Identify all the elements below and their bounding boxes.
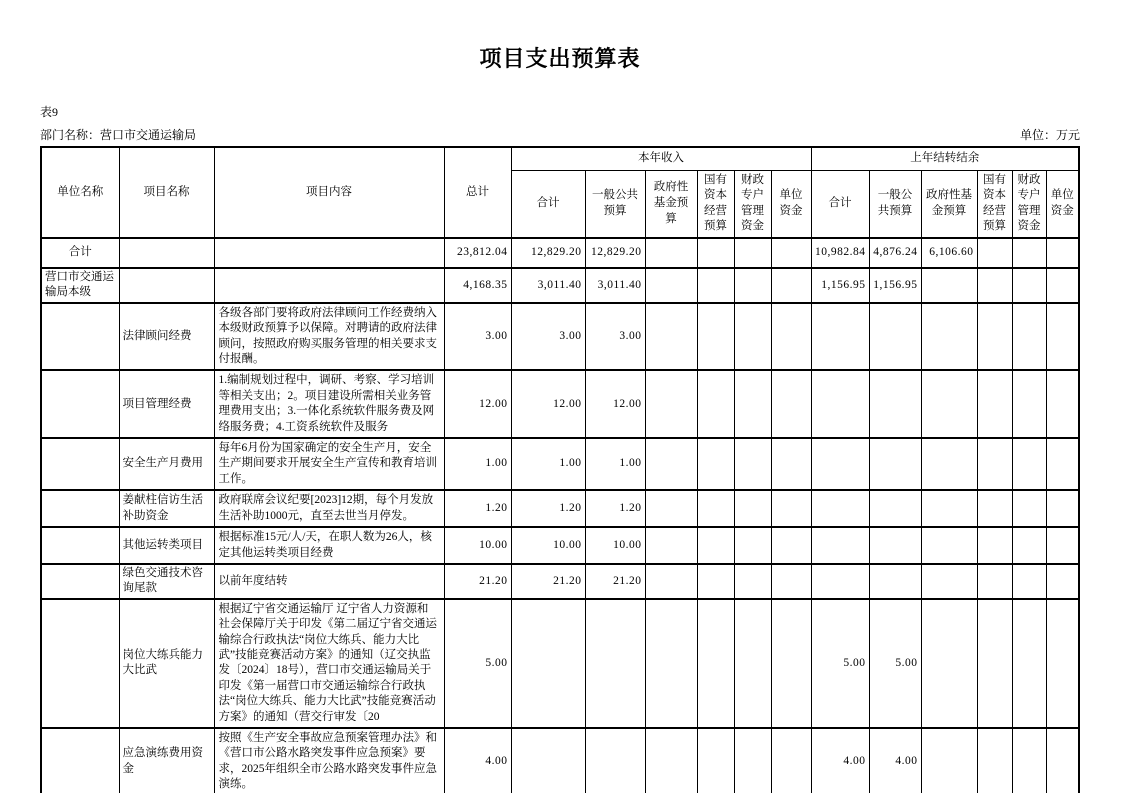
table-row <box>41 527 1079 564</box>
project-content-cell: 1.编制规划过程中，调研、考察、学习培训等相关支出；2。项目建设所需相关业务管理费用支出；3.一体化系统软件服务费及网络服务费；4.工资系统软件及服务 <box>214 370 444 438</box>
project-name-cell: 其他运转类项目 <box>119 527 214 564</box>
unit-name-cell <box>41 599 119 728</box>
current-year-cell-5 <box>771 564 811 599</box>
carryover-cell-1 <box>869 490 921 527</box>
table-row <box>41 438 1079 490</box>
carryover-cell-4 <box>1012 370 1046 438</box>
current-year-cell-1: 12,829.20 <box>585 238 645 268</box>
grand-total-cell: 5.00 <box>444 599 511 728</box>
carryover-cell-5 <box>1046 599 1079 728</box>
current-year-cell-2 <box>645 490 697 527</box>
carryover-cell-5 <box>1046 370 1079 438</box>
grand-total-cell: 4.00 <box>444 728 511 793</box>
page-title: 项目支出预算表 <box>479 46 641 71</box>
carryover-cell-3 <box>977 490 1012 527</box>
current-year-cell-5 <box>771 268 811 303</box>
project-name-cell <box>119 268 214 303</box>
carryover-cell-2: 6,106.60 <box>921 238 977 268</box>
current-year-cell-1: 10.00 <box>585 527 645 564</box>
subheader-current-year-1: 一般公共预算 <box>585 170 645 238</box>
carryover-cell-1 <box>869 527 921 564</box>
subheader-current-year-3: 国有资本经营预算 <box>697 170 734 238</box>
subheader-current-year-4: 财政专户管理资金 <box>734 170 771 238</box>
grand-total-cell: 21.20 <box>444 564 511 599</box>
project-name-cell: 项目管理经费 <box>119 370 214 438</box>
carryover-cell-1: 4,876.24 <box>869 238 921 268</box>
current-year-cell-0: 12.00 <box>511 370 585 438</box>
project-name-cell: 绿色交通技术咨询尾款 <box>119 564 214 599</box>
current-year-cell-4 <box>734 370 771 438</box>
carryover-cell-4 <box>1012 728 1046 793</box>
project-content-cell: 根据辽宁省交通运输厅 辽宁省人力资源和社会保障厅关于印发《第二届辽宁省交通运输综合行政执法“岗位大练兵、能力大比武”技能竞赛活动方案》的通知（辽交执监发〔2024〕18号），营口市交通运输局关于印发《第一届营口市交通运输综合行政执法“岗位大练兵、能力大比武”技能竞赛活动方案》的通知（营交行审发〔20 <box>214 599 444 728</box>
unit-name-cell <box>41 303 119 371</box>
carryover-cell-0 <box>811 370 869 438</box>
subheader-carryover-0: 合计 <box>811 170 869 238</box>
current-year-cell-3 <box>697 490 734 527</box>
subheader-current-year-5: 单位资金 <box>771 170 811 238</box>
current-year-cell-0: 3.00 <box>511 303 585 371</box>
carryover-cell-4 <box>1012 238 1046 268</box>
header-project-content: 项目内容 <box>214 147 444 238</box>
current-year-cell-5 <box>771 438 811 490</box>
current-year-cell-1: 1.00 <box>585 438 645 490</box>
table-body <box>41 238 1079 793</box>
carryover-cell-2 <box>921 728 977 793</box>
project-name-cell: 法律顾问经费 <box>119 303 214 371</box>
grand-total-cell: 23,812.04 <box>444 238 511 268</box>
current-year-cell-4 <box>734 303 771 371</box>
project-name-cell: 安全生产月费用 <box>119 438 214 490</box>
carryover-cell-1 <box>869 370 921 438</box>
current-year-cell-2 <box>645 728 697 793</box>
current-year-cell-1: 21.20 <box>585 564 645 599</box>
carryover-cell-4 <box>1012 527 1046 564</box>
current-year-cell-1: 1.20 <box>585 490 645 527</box>
carryover-cell-2 <box>921 370 977 438</box>
current-year-cell-5 <box>771 527 811 564</box>
current-year-cell-5 <box>771 303 811 371</box>
carryover-cell-1: 4.00 <box>869 728 921 793</box>
current-year-cell-4 <box>734 728 771 793</box>
carryover-cell-2 <box>921 490 977 527</box>
current-year-cell-3 <box>697 268 734 303</box>
current-year-cell-0: 3,011.40 <box>511 268 585 303</box>
current-year-cell-5 <box>771 370 811 438</box>
unit-name-cell: 合计 <box>41 238 119 268</box>
unit-name-cell: 营口市交通运输局本级 <box>41 268 119 303</box>
current-year-cell-5 <box>771 238 811 268</box>
current-year-cell-1: 3.00 <box>585 303 645 371</box>
subheader-carryover-2: 政府性基金预算 <box>921 170 977 238</box>
current-year-cell-1: 3,011.40 <box>585 268 645 303</box>
carryover-cell-2 <box>921 527 977 564</box>
subheader-carryover-4: 财政专户管理资金 <box>1012 170 1046 238</box>
carryover-cell-1 <box>869 438 921 490</box>
current-year-cell-3 <box>697 728 734 793</box>
current-year-cell-0: 12,829.20 <box>511 238 585 268</box>
header-grand-total: 总计 <box>444 147 511 238</box>
table-number: 表9 <box>40 105 59 119</box>
current-year-cell-2 <box>645 527 697 564</box>
carryover-cell-0 <box>811 490 869 527</box>
carryover-cell-2 <box>921 268 977 303</box>
current-year-cell-2 <box>645 564 697 599</box>
project-content-cell: 按照《生产安全事故应急预案管理办法》和《营口市公路水路突发事件应急预案》要求，2025年组织全市公路水路突发事件应急演练。 <box>214 728 444 793</box>
current-year-cell-0: 1.20 <box>511 490 585 527</box>
subheader-carryover-5: 单位资金 <box>1046 170 1079 238</box>
current-year-cell-2 <box>645 370 697 438</box>
current-year-cell-5 <box>771 599 811 728</box>
unit-name-cell <box>41 490 119 527</box>
carryover-cell-3 <box>977 728 1012 793</box>
grand-total-cell: 4,168.35 <box>444 268 511 303</box>
current-year-cell-0: 10.00 <box>511 527 585 564</box>
carryover-cell-5 <box>1046 438 1079 490</box>
carryover-cell-4 <box>1012 564 1046 599</box>
carryover-cell-4 <box>1012 490 1046 527</box>
current-year-cell-5 <box>771 728 811 793</box>
carryover-cell-3 <box>977 370 1012 438</box>
current-year-cell-1 <box>585 728 645 793</box>
current-year-cell-4 <box>734 599 771 728</box>
project-content-cell: 每年6月份为国家确定的安全生产月，安全生产期间要求开展安全生产宣传和教育培训工作。 <box>214 438 444 490</box>
unit-name-cell <box>41 438 119 490</box>
current-year-cell-1: 12.00 <box>585 370 645 438</box>
project-name-cell: 岗位大练兵能力大比武 <box>119 599 214 728</box>
carryover-cell-0: 1,156.95 <box>811 268 869 303</box>
grand-total-cell: 12.00 <box>444 370 511 438</box>
project-name-cell <box>119 238 214 268</box>
subheader-carryover-1: 一般公共预算 <box>869 170 921 238</box>
carryover-cell-3 <box>977 527 1012 564</box>
carryover-cell-5 <box>1046 268 1079 303</box>
table-row <box>41 490 1079 527</box>
carryover-cell-1 <box>869 303 921 371</box>
current-year-cell-4 <box>734 564 771 599</box>
current-year-cell-4 <box>734 438 771 490</box>
table-header <box>41 147 1079 238</box>
current-year-cell-3 <box>697 527 734 564</box>
current-year-cell-3 <box>697 370 734 438</box>
current-year-cell-2 <box>645 268 697 303</box>
table-row <box>41 599 1079 728</box>
carryover-cell-0 <box>811 438 869 490</box>
carryover-cell-2 <box>921 564 977 599</box>
carryover-cell-5 <box>1046 728 1079 793</box>
carryover-cell-5 <box>1046 490 1079 527</box>
current-year-cell-5 <box>771 490 811 527</box>
table-row <box>41 370 1079 438</box>
carryover-cell-3 <box>977 268 1012 303</box>
project-content-cell: 各级各部门要将政府法律顾问工作经费纳入本级财政预算予以保障。对聘请的政府法律顾问，按照政府购买服务管理的相关要求支付报酬。 <box>214 303 444 371</box>
table-row <box>41 238 1079 268</box>
current-year-cell-2 <box>645 303 697 371</box>
carryover-cell-5 <box>1046 238 1079 268</box>
table-row <box>41 303 1079 371</box>
project-content-cell <box>214 268 444 303</box>
project-expenditure-budget-table <box>40 146 1080 793</box>
carryover-cell-4 <box>1012 303 1046 371</box>
grand-total-cell: 3.00 <box>444 303 511 371</box>
current-year-cell-3 <box>697 599 734 728</box>
unit-name-cell <box>41 564 119 599</box>
table-row <box>41 268 1079 303</box>
unit-name-cell <box>41 370 119 438</box>
current-year-cell-2 <box>645 599 697 728</box>
carryover-cell-5 <box>1046 527 1079 564</box>
current-year-cell-4 <box>734 527 771 564</box>
department-name-label: 部门名称：营口市交通运输局 <box>40 128 197 142</box>
carryover-cell-4 <box>1012 268 1046 303</box>
carryover-cell-4 <box>1012 438 1046 490</box>
carryover-cell-3 <box>977 564 1012 599</box>
current-year-cell-4 <box>734 490 771 527</box>
header-current-year-income-group: 本年收入 <box>511 147 811 170</box>
current-year-cell-3 <box>697 238 734 268</box>
current-year-cell-3 <box>697 564 734 599</box>
current-year-cell-0: 21.20 <box>511 564 585 599</box>
carryover-cell-3 <box>977 303 1012 371</box>
carryover-cell-0: 4.00 <box>811 728 869 793</box>
current-year-cell-0: 1.00 <box>511 438 585 490</box>
grand-total-cell: 1.00 <box>444 438 511 490</box>
carryover-cell-3 <box>977 599 1012 728</box>
unit-name-cell <box>41 728 119 793</box>
header-unit-name: 单位名称 <box>41 147 119 238</box>
table-row <box>41 728 1079 793</box>
subheader-current-year-2: 政府性基金预算 <box>645 170 697 238</box>
subheader-current-year-0: 合计 <box>511 170 585 238</box>
carryover-cell-1: 5.00 <box>869 599 921 728</box>
subheader-carryover-3: 国有资本经营预算 <box>977 170 1012 238</box>
grand-total-cell: 1.20 <box>444 490 511 527</box>
table-meta <box>40 103 1080 143</box>
project-content-cell: 政府联席会议纪要[2023]12期，每个月发放生活补助1000元，直至去世当月停发。 <box>214 490 444 527</box>
carryover-cell-3 <box>977 438 1012 490</box>
carryover-cell-0 <box>811 527 869 564</box>
carryover-cell-4 <box>1012 599 1046 728</box>
carryover-cell-0: 5.00 <box>811 599 869 728</box>
carryover-cell-5 <box>1046 564 1079 599</box>
carryover-cell-5 <box>1046 303 1079 371</box>
carryover-cell-3 <box>977 238 1012 268</box>
carryover-cell-0 <box>811 564 869 599</box>
current-year-cell-4 <box>734 268 771 303</box>
carryover-cell-1: 1,156.95 <box>869 268 921 303</box>
grand-total-cell: 10.00 <box>444 527 511 564</box>
current-year-cell-1 <box>585 599 645 728</box>
header-prev-year-carryover-group: 上年结转结余 <box>811 147 1079 170</box>
current-year-cell-4 <box>734 238 771 268</box>
carryover-cell-0: 10,982.84 <box>811 238 869 268</box>
project-content-cell: 根据标准15元/人/天，在职人数为26人，核定其他运转类项目经费 <box>214 527 444 564</box>
unit-name-cell <box>41 527 119 564</box>
carryover-cell-2 <box>921 438 977 490</box>
carryover-cell-0 <box>811 303 869 371</box>
table-row <box>41 564 1079 599</box>
current-year-cell-0 <box>511 599 585 728</box>
header-group-row <box>41 147 1079 170</box>
unit-label: 单位：万元 <box>1019 128 1080 142</box>
project-content-cell <box>214 238 444 268</box>
project-name-cell: 姜献柱信访生活补助资金 <box>119 490 214 527</box>
current-year-cell-3 <box>697 303 734 371</box>
project-content-cell: 以前年度结转 <box>214 564 444 599</box>
carryover-cell-2 <box>921 599 977 728</box>
current-year-cell-3 <box>697 438 734 490</box>
project-name-cell: 应急演练费用资金 <box>119 728 214 793</box>
carryover-cell-1 <box>869 564 921 599</box>
current-year-cell-2 <box>645 238 697 268</box>
carryover-cell-2 <box>921 303 977 371</box>
current-year-cell-2 <box>645 438 697 490</box>
header-project-name: 项目名称 <box>119 147 214 238</box>
current-year-cell-0 <box>511 728 585 793</box>
